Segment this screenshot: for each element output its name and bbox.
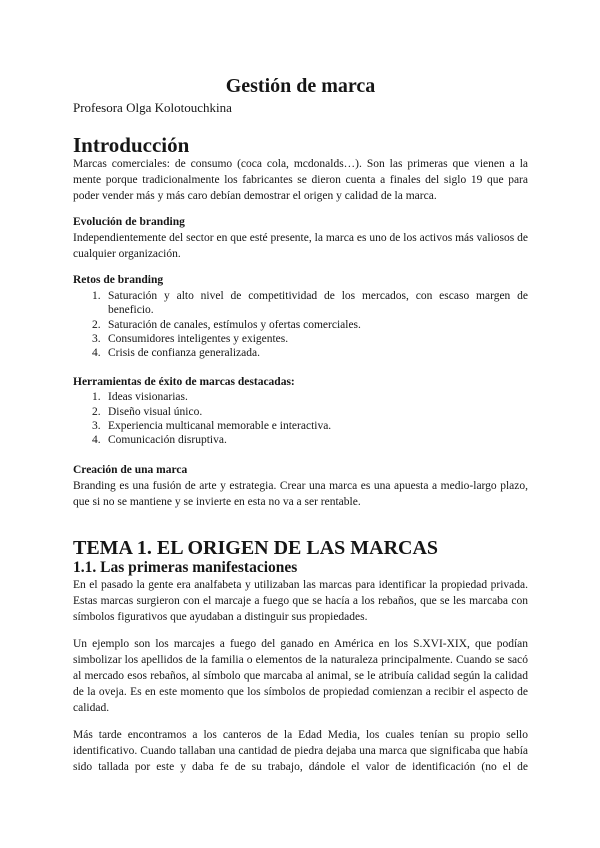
list-item [73,332,528,346]
retos-heading: Retos de branding [73,274,164,286]
herramientas-list [73,390,528,447]
list-number: 2. [92,405,101,418]
list-number: 4. [92,434,101,447]
list-number: 3. [92,420,101,433]
body-paragraph: Un ejemplo son los marcajes a fuego del ganado en América en los S.XVI-XIX, que podían simbolizar los apellidos de la familia o elementos de la naturaleza principalmente. Cuando se sacó al mercado esos rebaños, al símbolo que marcaba al animal, se le atribuía calidad según la calidad de la oveja. Es en este momento que los símbolos de propiedad comienzan a recibir el aspecto de calidad. [73,637,528,714]
body-paragraph: En el pasado la gente era analfabeta y utilizaban las marcas para identificar la propiedad privada. Estas marcas surgieron con el marcaje a fuego que se hacía a los rebaños, que se les marcaba con símbolos figurativos que ayudaban a distinguir sus propiedades. [73,578,528,623]
list-text: Diseño visual único. [108,405,203,418]
intro-paragraph: Marcas comerciales: de consumo (coca cola, mcdonalds…). Son las primeras que vienen a la mente porque tradicionalmente los fabricantes se dieron cuenta a finales del siglo 19 que para poder vender más y más caro debían demostrar el origen y calidad de la marca. [73,158,528,202]
list-text: Crisis de confianza generalizada. [108,347,260,360]
list-number: 4. [92,347,101,360]
list-number: 1. [92,290,101,302]
list-item [73,289,528,318]
tema1-section [73,537,528,775]
list-item [73,346,528,360]
list-number: 3. [92,332,101,345]
creacion-paragraph: Branding es una fusión de arte y estrategia. Crear una marca es una apuesta a medio-largo plazo, que si no se mantiene y se invierte en esta no va a ser rentable. [73,479,528,508]
evolucion-paragraph: Independientemente del sector en que esté presente, la marca es uno de los activos más valiosos de cualquier organización. [73,232,528,260]
list-number: 1. [92,391,101,404]
list-text: Experiencia multicanal memorable e interactiva. [108,420,332,433]
document-title: Gestión de marca [225,75,376,97]
intro-section [73,134,528,510]
list-item [73,405,528,419]
body-paragraph: Más tarde encontramos a los canteros de la Edad Media, los cuales tenían su propio sello identificativo. Cuando tallaban una cantidad de piedra dejaba una marca que significaba que había sido tallada por este y daba fe de su trabajo, dándole el valor de identificación (no el de [73,728,528,773]
list-item [73,390,528,404]
list-item [73,433,528,447]
subsection-heading: 1.1. Las primeras manifestaciones [73,558,298,576]
list-text: Ideas visionarias. [108,391,188,404]
list-text: Saturación de canales, estímulos y ofertas comerciales. [108,318,361,331]
tema1-heading: TEMA 1. EL ORIGEN DE LAS MARCAS [73,536,439,559]
list-text: Consumidores inteligentes y exigentes. [108,332,289,345]
list-item [73,318,528,332]
list-text: Saturación y alto nivel de competitividad de los mercados, con escaso margen de beneficio. [108,290,528,317]
list-item [73,419,528,433]
evolucion-heading: Evolución de branding [73,216,185,228]
list-number: 2. [92,318,101,331]
herramientas-heading: Herramientas de éxito de marcas destacadas: [73,376,295,389]
list-text: Comunicación disruptiva. [108,434,227,447]
intro-heading: Introducción [73,133,190,157]
document-page [73,74,528,775]
creacion-heading: Creación de una marca [73,463,188,476]
author-line: Profesora Olga Kolotouchkina [73,100,232,115]
retos-list [73,289,528,360]
